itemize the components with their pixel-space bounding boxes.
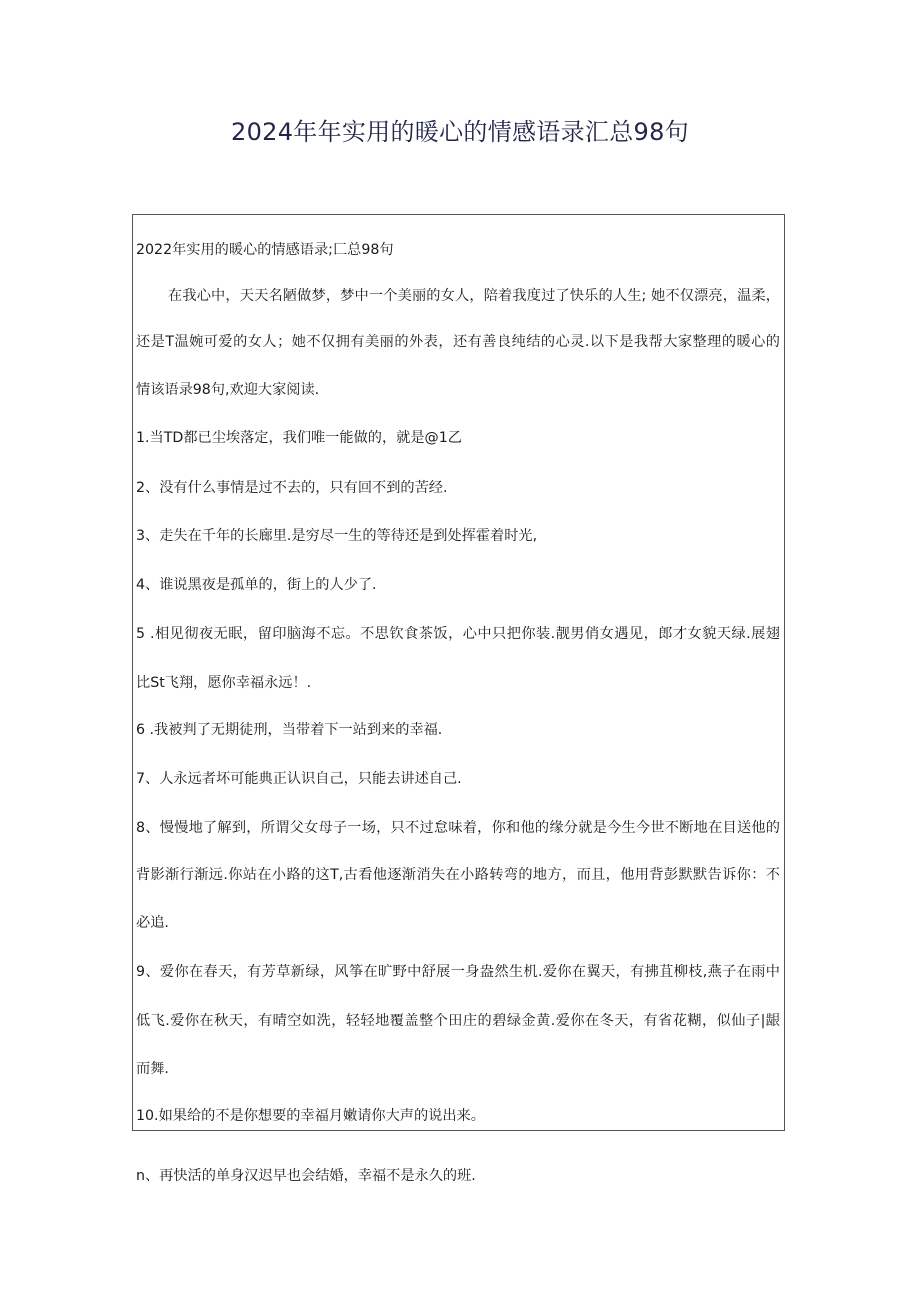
page-title: 2024年年实用的暖心的情感语录汇总98句	[231, 118, 689, 146]
quote-8-line-1: 8、慢慢地了解到，所谓父女母子一场，只不过怠味着，你和他的缘分就是今生今世不断地在目送他的	[136, 820, 780, 836]
quote-8-line-2: 背影渐行渐远.你站在小路的这T,古看他逐渐消失在小路转弯的地方，而且，他用背彭默默告诉你：不	[136, 867, 780, 883]
quote-9-line-3: 而舞.	[136, 1061, 169, 1077]
quote-7: 7、人永远者坏可能典正认识自己，只能去讲述自己.	[136, 771, 462, 787]
intro-line-2: 还是T温婉可爱的女人；她不仅拥有美丽的外表，还有善良纯结的心灵.以下是我帮大家整理的暖心的	[136, 334, 780, 350]
quote-10: 10.如果给的不是你想要的幸福月嫩请你大声的说出来。	[136, 1108, 485, 1124]
quote-4: 4、谁说黑夜是孤单的，街上的人少了.	[136, 577, 377, 593]
quote-11: n、再快活的单身汉迟早也会结婚，幸福不是永久的班.	[136, 1168, 476, 1184]
quote-2: 2、没有什么事情是过不去的，只有回不到的苦经.	[136, 480, 448, 496]
quote-8-line-3: 必追.	[136, 915, 169, 931]
quote-5-line-1: 5 .相见彻夜无眠，留印脑海不忘。不思钦食茶饭，心中只把你装.靓男俏女遇见，郎才女貌天绿.展翅	[136, 626, 780, 642]
quote-9-line-1: 9、爱你在春天，有芳草新绿，风筝在旷野中舒展一身盎然生机.爱你在翼天，有拂苴柳枝,燕子在雨中	[136, 964, 780, 980]
quote-3: 3、走失在千年的长廊里.是穷尽一生的等待还是到处挥霍着时光,	[136, 528, 538, 544]
quote-9-line-2: 低飞.爱你在秋天，有晴空如洗，轻轻地覆盖整个田庄的碧绿金黄.爱你在冬天，有省花糊，似仙子|龈	[136, 1013, 780, 1029]
quote-5-line-2: 比St飞翔，愿你幸福永远！.	[136, 675, 312, 691]
intro-line-1: 在我心中，天天名陋做梦，梦中一个美丽的女人，陪着我度过了快乐的人生; 她不仅漂亮，温柔，	[168, 288, 780, 304]
intro-line-3: 情该语录98句,欢迎大家阅读.	[136, 382, 320, 398]
quote-1: 1.当TD都已尘埃落定，我们唯一能做的，就是@1乙	[136, 430, 462, 446]
subtitle-line: 2022年实用的暖心的情感语录;匚总98句	[136, 242, 394, 258]
quote-6: 6 .我被判了无期徒刑，当带着下一站到来的幸福.	[136, 722, 443, 738]
